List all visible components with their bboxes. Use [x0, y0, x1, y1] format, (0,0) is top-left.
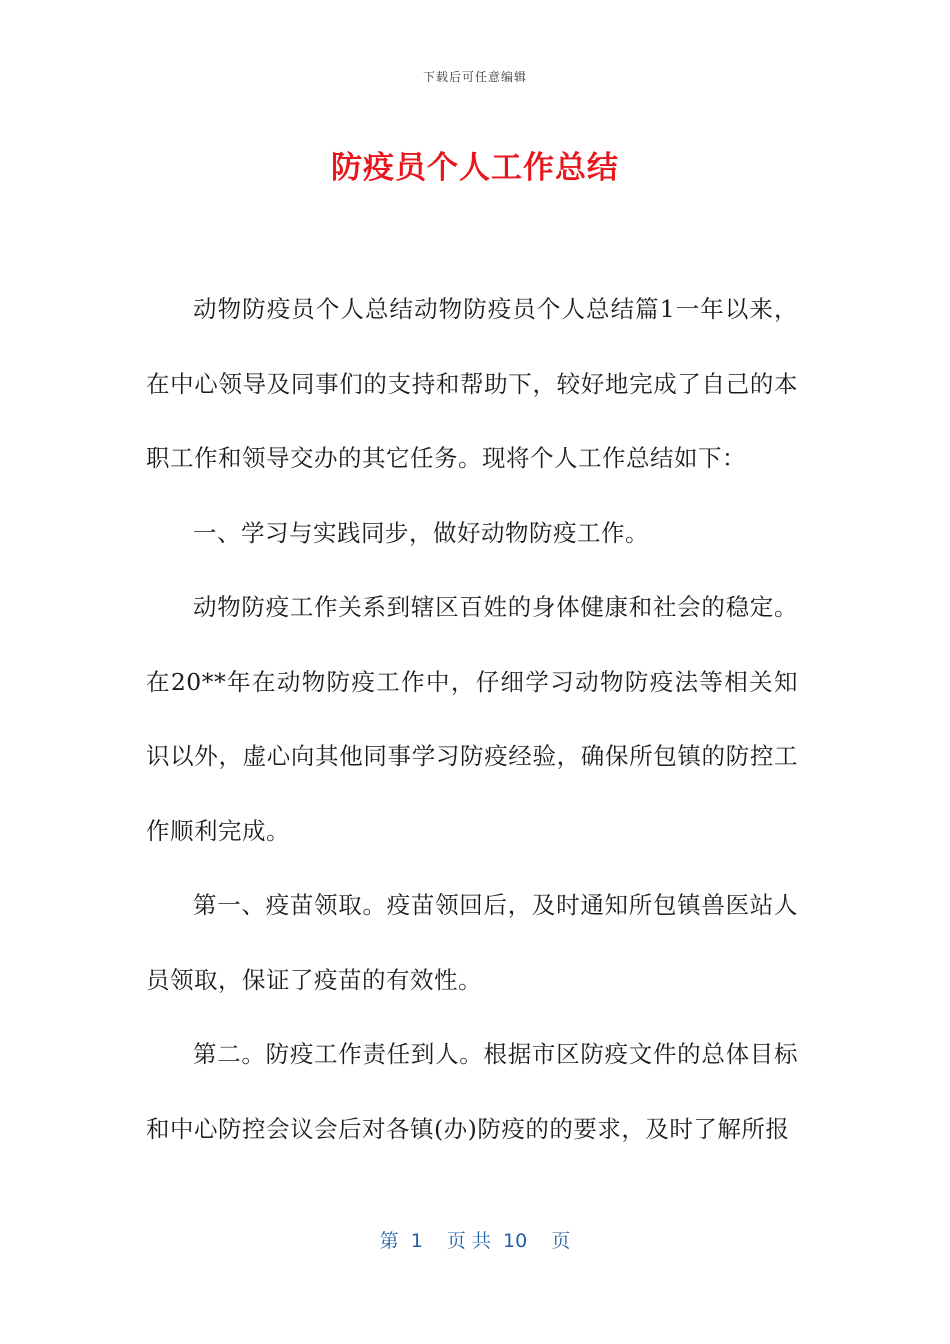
document-title: 防疫员个人工作总结	[331, 150, 619, 186]
header-note: 下载后可任意编辑	[422, 70, 527, 84]
paragraph-intro: 动物防疫员个人总结动物防疫员个人总结篇1一年以来，在中心领导及同事们的支持和帮助下，较好地完成了自己的本职工作和领导交办的其它任务。现将个人工作总结如下：	[146, 295, 798, 472]
paragraph-section-one-body: 动物防疫工作关系到辖区百姓的身体健康和社会的稳定。在20**年在动物防疫工作中，仔细学习动物防疫法等相关知识以外，虚心向其他同事学习防疫经验，确保所包镇的防控工作顺利完成。	[146, 593, 798, 845]
paragraph-responsibility: 第二。防疫工作责任到人。根据市区防疫文件的总体目标和中心防控会议会后对各镇(办)防疫的的要求，及时了解所报	[146, 1040, 798, 1143]
paragraph-vaccine-collection: 第一、疫苗领取。疫苗领回后，及时通知所包镇兽医站人员领取，保证了疫苗的有效性。	[146, 891, 798, 994]
paragraph-section-one-heading: 一、学习与实践同步，做好动物防疫工作。	[193, 518, 649, 547]
document-body	[146, 272, 798, 1166]
page-footer: 第 1 页 共 10 页	[379, 1230, 571, 1252]
